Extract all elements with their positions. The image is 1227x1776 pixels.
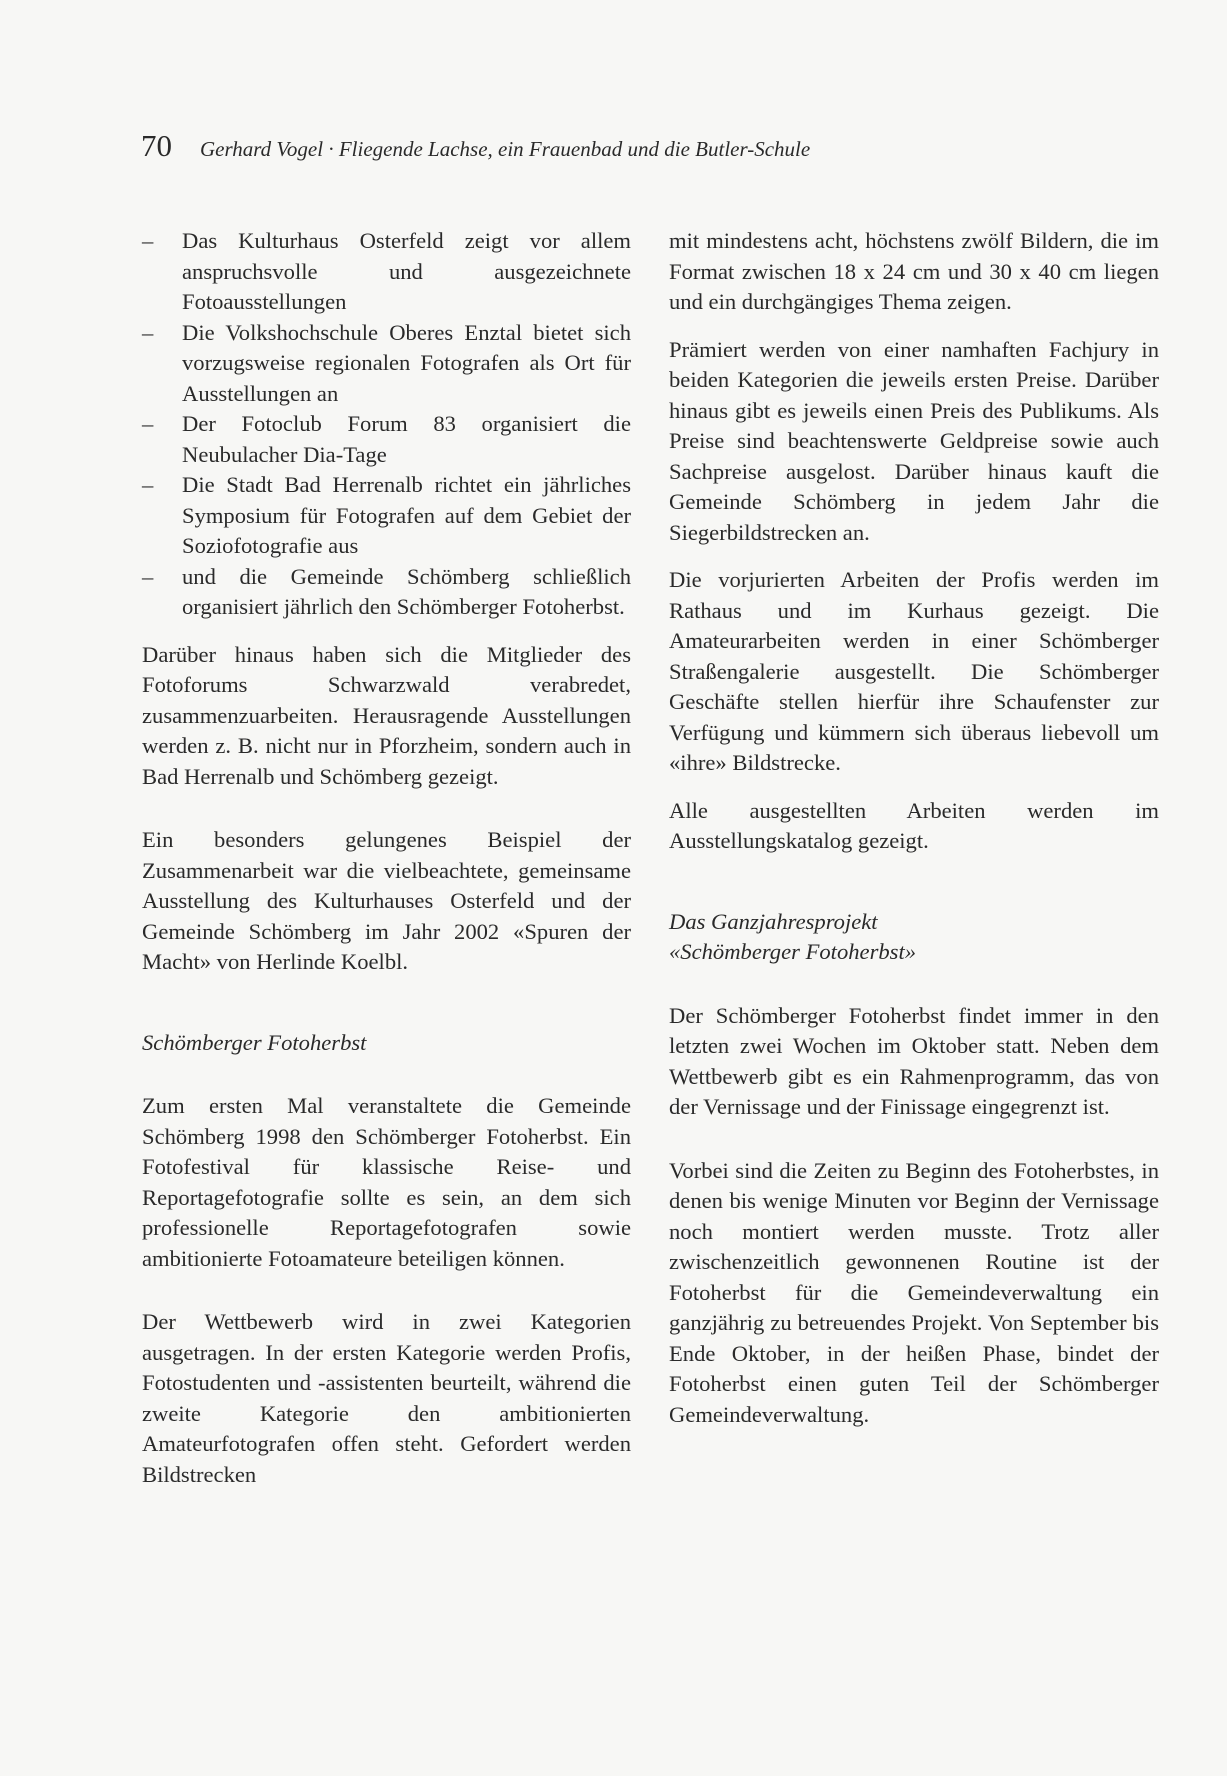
paragraph: Zum ersten Mal veranstaltete die Gemeinde Schömberg 1998 den Schömberger Fotoherbst. Ein Fotofestival für klassische Reise- und Reportagefotografie sollte es sein, an dem sich professionelle Reportagefotografen sowie ambitionierte Fotoamateure beteiligen können. [142,1093,631,1271]
list-item: – Die Stadt Bad Herrenalb richtet ein jährliches Symposium für Fotografen auf dem Gebiet der Soziofotografie aus [142,470,631,562]
page-header [141,128,1141,164]
right-column [669,226,1159,1430]
paragraph: Der Schömberger Fotoherbst findet immer in den letzten zwei Wochen im Oktober statt. Neben dem Wettbewerb gibt es ein Rahmenprogramm, das von der Vernissage und der Finissage eingegrenzt ist. [669,1002,1159,1119]
list-item: – Das Kulturhaus Osterfeld zeigt vor allem anspruchsvolle und ausgezeichnete Fotoausstellungen [142,226,631,318]
paragraph: Der Wettbewerb wird in zwei Kategorien ausgetragen. In der ersten Kategorie werden Profis, Fotostudenten und -assistenten beurteilt, während die zweite Kategorie den ambitionierten Amateurfotografen offen steht. Gefordert werden Bildstrecken [142,1309,631,1487]
section-heading-line-1: Das Ganzjahresprojekt [669,908,878,934]
page-number: 70 [141,128,172,163]
list-item: – Die Volkshochschule Oberes Enztal bietet sich vorzugsweise regionalen Fotografen als Ort für Ausstellungen an [142,318,631,410]
left-column [142,226,631,1490]
section-heading-line-2: «Schömberger Fotoherbst» [669,939,917,964]
paragraph: Die vorjurierten Arbeiten der Profis werden im Rathaus und im Kurhaus gezeigt. Die Amateurarbeiten werden in einer Schömberger Straßengalerie ausgestellt. Die Schömberger Geschäfte stellen hierfür ihre Schaufenster zur Verfügung und kümmern sich überaus liebevoll um «ihre» Bildstrecke. [669,567,1159,775]
running-title: Gerhard Vogel · Fliegende Lachse, ein Frauenbad und die Butler-Schule [200,137,811,161]
list-item: – und die Gemeinde Schömberg schließlich organisiert jährlich den Schömberger Fotoherbst. [142,562,631,623]
paragraph: Ein besonders gelungenes Beispiel der Zusammenarbeit war die vielbeachtete, gemeinsame Ausstellung des Kulturhauses Osterfeld und der Gemeinde Schömberg im Jahr 2002 «Spuren der Macht» von Herlinde Koelbl. [142,827,631,974]
paragraph: mit mindestens acht, höchstens zwölf Bildern, die im Format zwischen 18 x 24 cm und 30 x 40 cm liegen und ein durchgängiges Thema zeigen. [669,228,1159,314]
bullet-list [142,226,631,623]
list-item: – Der Fotoclub Forum 83 organisiert die Neubulacher Dia-Tage [142,409,631,470]
paragraph: Alle ausgestellten Arbeiten werden im Ausstellungskatalog gezeigt. [669,797,1159,853]
paragraph: Darüber hinaus haben sich die Mitglieder des Fotoforums Schwarzwald verabredet, zusammenzuarbeiten. Herausragende Ausstellungen werden z. B. nicht nur in Pforzheim, sondern auch in Bad Herrenalb und Schömberg gezeigt. [142,641,631,789]
section-heading: Schömberger Fotoherbst [142,1029,367,1055]
paragraph: Prämiert werden von einer namhaften Fachjury in beiden Kategorien die jeweils ersten Preise. Darüber hinaus gibt es jeweils einen Preis des Publikums. Als Preise sind beachtenswerte Geldpreise sowie auch Sachpreise ausgelost. Darüber hinaus kauft die Gemeinde Schömberg in jedem Jahr die Siegerbildstrecken an. [669,336,1159,545]
paragraph: Vorbei sind die Zeiten zu Beginn des Fotoherbstes, in denen bis wenige Minuten vor Beginn der Vernissage noch montiert werden musste. Trotz aller zwischenzeitlich gewonnenen Routine ist der Fotoherbst für die Gemeindeverwaltung ein ganzjährig zu betreuendes Projekt. Von September bis Ende Oktober, in der heißen Phase, bindet der Fotoherbst einen guten Teil der Schömberger Gemeindeverwaltung. [669,1157,1159,1427]
